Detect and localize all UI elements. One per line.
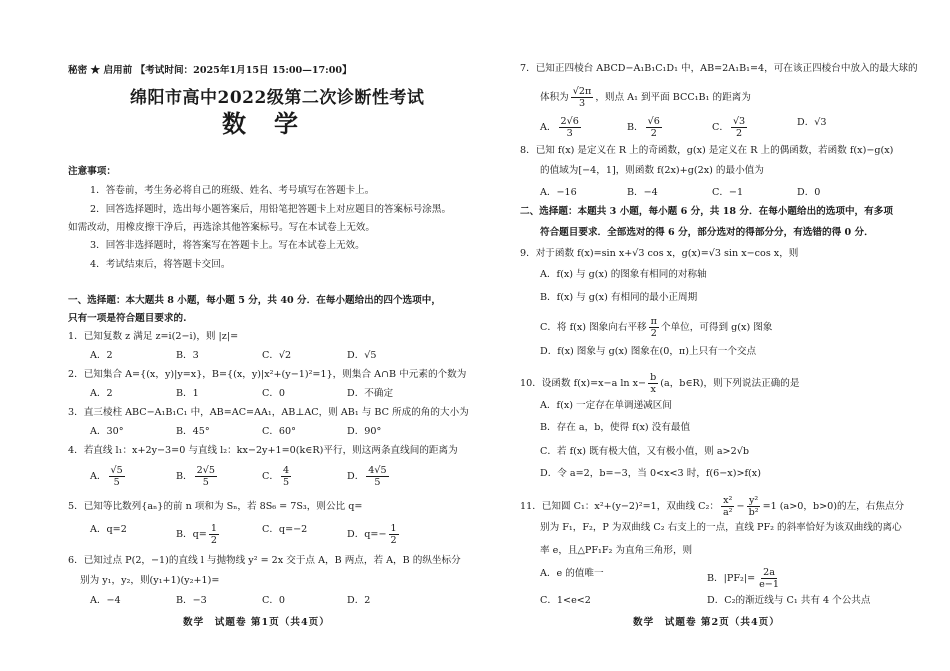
- text-segment: B．|PF₂|=: [707, 573, 756, 584]
- fraction: [571, 86, 594, 109]
- text-segment: C．0: [262, 595, 286, 606]
- text-segment: −: [736, 501, 745, 512]
- text-segment: B．q=: [176, 529, 207, 540]
- text-segment: 3．直三棱柱 ABC−A₁B₁C₁ 中，AB=AC=AA₁，AB⊥AC，则 AB₁ 与 BC 所成的角的大小为: [68, 407, 469, 418]
- text-segment: 6．已知过点 P(2，−1)的直线 l 与抛物线 y² = 2x 交于点 A，B 两点，若 A，B 的纵坐标分: [68, 555, 461, 566]
- denominator: 3: [578, 98, 586, 109]
- question-stem: [520, 144, 893, 157]
- numerator: 1: [390, 523, 397, 534]
- answer-option: [262, 465, 293, 488]
- text-segment: B．45°: [176, 426, 210, 437]
- text-segment: 9．对于函数 f(x)=sin x+√3 cos x，g(x)=√3 sin x−cos x，则: [520, 248, 799, 259]
- section-heading: 只有一项是符合题目要求的.: [68, 313, 187, 324]
- question-stem: [68, 554, 461, 567]
- fraction: [646, 116, 662, 139]
- denominator: 5: [113, 477, 120, 488]
- question-stem: [68, 368, 466, 381]
- question-stem: [540, 164, 764, 177]
- fraction: [649, 316, 659, 339]
- text-segment: =1 (a>0，b>0)的左，右焦点分: [762, 501, 905, 512]
- question-stem: [80, 574, 219, 587]
- answer-option: [347, 425, 381, 438]
- answer-option: [90, 465, 127, 488]
- numerator: 1: [210, 523, 217, 534]
- text-segment: D．√3: [797, 117, 827, 128]
- question-stem: [540, 544, 692, 557]
- text-segment: C．将 f(x) 图象向右平移: [540, 322, 647, 333]
- text-segment: D．f(x) 图象与 g(x) 图象在(0，π)上只有一个交点: [540, 346, 757, 357]
- answer-option: [176, 523, 221, 546]
- text-segment: D．√5: [347, 350, 377, 361]
- answer-option: [540, 268, 707, 281]
- answer-option: [176, 465, 219, 488]
- section-heading: 二、选择题：本题共 3 小题，每小题 6 分，共 18 分．在每小题给出的选项中，有多项: [520, 206, 893, 217]
- fraction: [747, 495, 761, 518]
- fraction: [559, 116, 581, 139]
- answer-option: [347, 349, 377, 362]
- answer-option: [540, 116, 583, 139]
- text-segment: B．f(x) 与 g(x) 有相同的最小正周期: [540, 292, 698, 303]
- text-segment: 11．已知圆 C₁：x²+(y−2)²=1，双曲线 C₂：: [520, 501, 719, 512]
- numerator: x²: [723, 495, 733, 506]
- text-segment: 2．已知集合 A={(x，y)|y=x}，B={(x，y)|x²+(y−1)²=1}，则集合 A∩B 中元素的个数为: [68, 369, 467, 380]
- answer-option: [176, 425, 210, 438]
- text-segment: 别为 y₁，y₂，则(y₁+1)(y₂+1)=: [80, 575, 220, 586]
- section-heading: 一、选择题：本大题共 8 小题，每小题 5 分，共 40 分．在每小题给出的四个选项中，: [68, 295, 441, 306]
- text-segment: B．−3: [176, 595, 207, 606]
- text-segment: ，则点 A₁ 到平面 BCC₁B₁ 的距离为: [595, 92, 751, 103]
- text-segment: (a，b∈R)，则下列说法正确的是: [660, 378, 800, 389]
- answer-option: [712, 186, 743, 199]
- text-segment: A．30°: [90, 426, 124, 437]
- answer-option: [347, 594, 370, 607]
- numerator: √2π: [572, 86, 592, 97]
- text-segment: C．0: [262, 388, 286, 399]
- question-stem: [540, 521, 902, 534]
- text-segment: A．−16: [540, 187, 577, 198]
- text-segment: A．2: [90, 350, 113, 361]
- fraction: [195, 465, 217, 488]
- note-item: 3．回答非选择题时，将答案写在答题卡上。写在本试卷上无效。: [90, 240, 365, 251]
- text-segment: 5．已知等比数列{aₙ}的前 n 项和为 Sₙ，若 8S₆ = 7S₃，则公比 q=: [68, 501, 363, 512]
- fraction: [648, 372, 658, 395]
- text-segment: D．不确定: [347, 388, 394, 399]
- denominator: e−1: [759, 579, 779, 590]
- answer-option: [712, 116, 749, 139]
- text-segment: C．: [712, 122, 729, 133]
- answer-option: [262, 523, 307, 536]
- numerator: 2√5: [196, 465, 215, 476]
- text-segment: B．存在 a，b，使得 f(x) 没有最值: [540, 422, 691, 433]
- answer-option: [90, 349, 113, 362]
- denominator: 2: [650, 128, 657, 139]
- answer-option: [262, 387, 285, 400]
- text-segment: B．: [176, 471, 193, 482]
- answer-option: [90, 523, 127, 536]
- text-segment: D．0: [797, 187, 821, 198]
- text-segment: A．e 的值唯一: [540, 568, 604, 579]
- text-segment: D．2: [347, 595, 371, 606]
- question-stem: [68, 500, 362, 513]
- answer-option: [347, 387, 393, 400]
- fraction: [109, 465, 125, 488]
- answer-option: [627, 186, 658, 199]
- text-segment: 1．已知复数 z 满足 z=i(2−i)，则 |z|=: [68, 331, 239, 342]
- fraction: [209, 523, 219, 546]
- question-stem: [68, 406, 469, 419]
- denominator: b²: [748, 507, 759, 518]
- text-segment: C．√2: [262, 350, 292, 361]
- numerator: √5: [110, 465, 123, 476]
- denominator: 2: [735, 128, 743, 139]
- answer-option: [347, 465, 391, 488]
- text-segment: A．q=2: [90, 524, 127, 535]
- denominator: x: [650, 384, 656, 395]
- answer-option: [540, 291, 697, 304]
- page-footer: 数学 试题卷 第2页（共4页）: [633, 617, 780, 628]
- numerator: b: [650, 372, 657, 383]
- answer-option: [540, 445, 749, 458]
- answer-option: [797, 186, 820, 199]
- text-segment: A．: [540, 122, 557, 133]
- answer-option: [90, 387, 113, 400]
- question-stem: [520, 372, 799, 395]
- text-segment: 8．已知 f(x) 是定义在 R 上的奇函数，g(x) 是定义在 R 上的偶函数，若函数 f(x)−g(x): [520, 145, 894, 156]
- text-segment: C．q=−2: [262, 524, 308, 535]
- text-segment: 4．若直线 l₁：x+2y−3=0 与直线 l₂：kx−2y+1=0(k∈R)平行，则这两条直线间的距离为: [68, 445, 458, 456]
- note-item: 4．考试结束后，将答题卡交回。: [90, 259, 231, 270]
- text-segment: 7．已知正四棱台 ABCD−A₁B₁C₁D₁ 中，AB=2A₁B₁=4，可在该正四棱台中放入的最大球的: [520, 63, 918, 74]
- answer-option: [90, 425, 124, 438]
- subject-title: 数 学: [222, 109, 300, 138]
- answer-option: [176, 349, 199, 362]
- numerator: √6: [647, 116, 660, 127]
- notes-title: 注意事项：: [68, 166, 116, 177]
- note-item: 如需改动，用橡皮擦干净后，再选涂其他答案标号。写在本试卷上无效。: [68, 222, 375, 233]
- denominator: 5: [202, 477, 209, 488]
- answer-option: [176, 594, 207, 607]
- denominator: 5: [282, 477, 290, 488]
- fraction: [721, 495, 735, 518]
- note-item: 1．答卷前，考生务必将自己的班级、姓名、考号填写在答题卡上。: [90, 185, 375, 196]
- answer-option: [262, 594, 285, 607]
- fraction: [757, 567, 781, 590]
- question-stem: [68, 330, 238, 343]
- fraction: [731, 116, 747, 139]
- denominator: a²: [722, 507, 733, 518]
- exam-header: 秘密 ★ 启用前 【考试时间：2025年1月15日 15:00—17:00】: [68, 65, 352, 76]
- numerator: π: [650, 316, 657, 327]
- text-segment: 10．设函数 f(x)=x−a ln x−: [520, 378, 647, 389]
- section-heading: 符合题目要求．全部选对的得 6 分，部分选对的得部分分，有选错的得 0 分．: [540, 227, 874, 238]
- numerator: 2√6: [560, 116, 579, 127]
- answer-option: [797, 116, 827, 129]
- text-segment: D．: [347, 471, 365, 482]
- text-segment: D．令 a=2，b=−3，当 0<x<3 时，f(6−x)>f(x): [540, 468, 761, 479]
- numerator: y²: [748, 495, 759, 506]
- numerator: 4√5: [368, 465, 387, 476]
- answer-option: [347, 523, 401, 546]
- text-segment: D．90°: [347, 426, 382, 437]
- text-segment: A．−4: [90, 595, 121, 606]
- answer-option: [90, 594, 121, 607]
- answer-option: [540, 594, 591, 607]
- note-item: 2．回答选择题时，选出每小题答案后，用铅笔把答题卡上对应题目的答案标号涂黑。: [90, 204, 452, 215]
- text-segment: A．: [90, 471, 107, 482]
- fraction: [389, 523, 399, 546]
- denominator: 3: [566, 128, 573, 139]
- text-segment: C．: [262, 471, 279, 482]
- answer-option: [262, 425, 296, 438]
- answer-option: [540, 467, 761, 480]
- answer-option: [627, 116, 664, 139]
- page-footer: 数学 试题卷 第1页（共4页）: [183, 617, 330, 628]
- fraction: [366, 465, 388, 488]
- denominator: 2: [650, 328, 657, 339]
- question-stem: [540, 86, 751, 109]
- answer-option: [540, 186, 577, 199]
- text-segment: A．f(x) 与 g(x) 的图象有相同的对称轴: [540, 269, 707, 280]
- question-stem: [520, 495, 904, 518]
- text-segment: 个单位，可得到 g(x) 图象: [660, 322, 773, 333]
- answer-option: [540, 316, 772, 339]
- question-stem: [68, 444, 458, 457]
- text-segment: A．f(x) 一定存在单调递减区间: [540, 400, 672, 411]
- text-segment: D．q=−: [347, 529, 387, 540]
- denominator: 5: [374, 477, 381, 488]
- text-segment: 率 e，且△PF₁F₂ 为直角三角形，则: [540, 545, 693, 556]
- text-segment: C．60°: [262, 426, 296, 437]
- numerator: √3: [732, 116, 746, 127]
- text-segment: 的值域为[−4，1]，则函数 f(2x)+g(2x) 的最小值为: [540, 165, 764, 176]
- text-segment: C．若 f(x) 既有极大值，又有极小值，则 a>2√b: [540, 446, 749, 457]
- answer-option: [707, 567, 783, 590]
- answer-option: [707, 594, 871, 607]
- numerator: 4: [282, 465, 290, 476]
- numerator: 2a: [763, 567, 775, 578]
- answer-option: [262, 349, 291, 362]
- text-segment: 别为 F₁，F₂，P 为双曲线 C₂ 右支上的一点，直线 PF₂ 的斜率恰好为该双曲线的离心: [540, 522, 902, 533]
- answer-option: [540, 345, 756, 358]
- answer-option: [540, 567, 604, 580]
- fraction: [281, 465, 291, 488]
- text-segment: C．1<e<2: [540, 595, 591, 606]
- denominator: 2: [390, 535, 397, 546]
- text-segment: C．−1: [712, 187, 744, 198]
- text-segment: B．3: [176, 350, 199, 361]
- question-stem: [520, 62, 918, 75]
- exam-title: 绵阳市高中2022级第二次诊断性考试: [130, 88, 425, 108]
- text-segment: B．1: [176, 388, 199, 399]
- denominator: 2: [210, 535, 217, 546]
- text-segment: A．2: [90, 388, 113, 399]
- text-segment: B．−4: [627, 187, 658, 198]
- text-segment: 体积为: [540, 92, 569, 103]
- text-segment: D．C₂的渐近线与 C₁ 共有 4 个公共点: [707, 595, 871, 606]
- text-segment: B．: [627, 122, 644, 133]
- answer-option: [176, 387, 199, 400]
- answer-option: [540, 421, 690, 434]
- question-stem: [520, 247, 798, 260]
- answer-option: [540, 399, 672, 412]
